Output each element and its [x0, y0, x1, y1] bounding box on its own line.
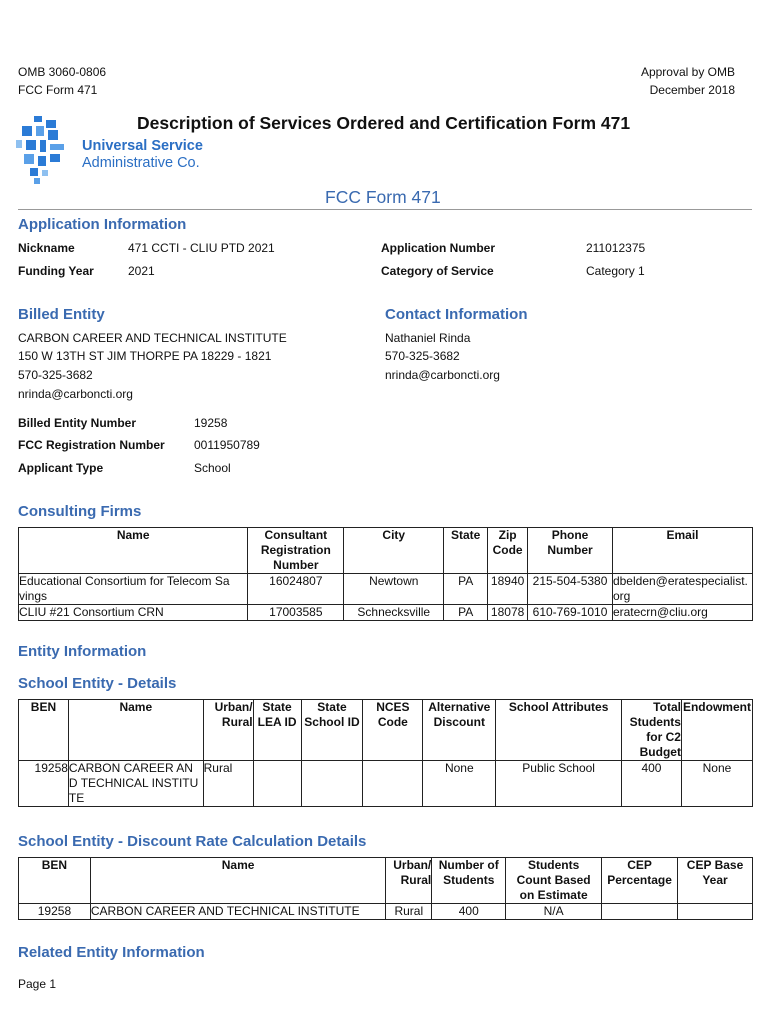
application-heading: Application Information [18, 216, 187, 233]
billed-entity-address: 150 W 13TH ST JIM THORPE PA 18229 - 1821 [18, 349, 272, 363]
applicant-type-value: School [194, 461, 231, 475]
table-header-row [19, 528, 753, 574]
funding-year-label: Funding Year [18, 264, 94, 278]
form-title: FCC Form 471 [325, 187, 441, 207]
logo-line1: Universal Service [82, 138, 203, 154]
applicant-type-label: Applicant Type [18, 461, 104, 475]
col-state: State [444, 528, 488, 574]
frn-label: FCC Registration Number [18, 438, 165, 452]
consulting-heading: Consulting Firms [18, 503, 142, 520]
col-name: Name [19, 528, 248, 574]
table-row: Educational Consortium for Telecom Sa vings 16024807 Newtown PA 18940 215-504-5380 dbelden@eratespecialist. org [19, 574, 753, 605]
col-email: Email [612, 528, 752, 574]
discount-table [18, 857, 753, 920]
ben-label: Billed Entity Number [18, 416, 137, 430]
billed-entity-name: CARBON CAREER AND TECHNICAL INSTITUTE [18, 331, 287, 345]
table-row: 19258 CARBON CAREER AND TECHNICAL INSTITUTE Rural 400 N/A [19, 904, 753, 920]
nickname-value: 471 CCTI - CLIU PTD 2021 [128, 241, 275, 255]
omb-approval: Approval by OMB [640, 65, 735, 79]
related-entity-heading: Related Entity Information [18, 944, 205, 961]
page-number: Page 1 [18, 977, 57, 991]
table-row: CLIU #21 Consortium CRN 17003585 Schnecksville PA 18078 610-769-1010 eratecrn@cliu.org [19, 605, 753, 621]
form-date: December 2018 [649, 83, 735, 97]
frn-value: 0011950789 [194, 438, 260, 452]
logo-line2: Administrative Co. [82, 155, 200, 171]
contact-email: nrinda@carboncti.org [385, 368, 500, 382]
billed-entity-heading: Billed Entity [18, 306, 105, 323]
contact-heading: Contact Information [385, 306, 528, 323]
funding-year-value: 2021 [128, 264, 155, 278]
form-number: FCC Form 471 [18, 83, 98, 97]
category-value: Category 1 [586, 264, 645, 278]
col-zip: Zip Code [488, 528, 528, 574]
consulting-table [18, 527, 753, 621]
col-phone: Phone Number [528, 528, 613, 574]
category-label: Category of Service [381, 264, 494, 278]
billed-entity-email: nrinda@carboncti.org [18, 387, 133, 401]
application-number-label: Application Number [381, 241, 496, 255]
entity-heading: Entity Information [18, 643, 147, 660]
usac-logo-icon [16, 116, 76, 184]
discount-heading: School Entity - Discount Rate Calculation Details [18, 833, 367, 850]
table-header-row: BEN Name Urban/ Rural State LEA ID State School ID NCES Code Alternative Discount School Attributes Total Students for C2 Budget Endowment [19, 700, 753, 761]
ben-value: 19258 [194, 416, 228, 430]
col-crn: Consultant Registration Number [248, 528, 344, 574]
billed-entity-phone: 570-325-3682 [18, 368, 93, 382]
school-details-heading: School Entity - Details [18, 675, 177, 692]
school-details-table [18, 699, 753, 807]
contact-name: Nathaniel Rinda [385, 331, 471, 345]
page-title: Description of Services Ordered and Certification Form 471 [137, 113, 631, 133]
table-row: 19258 CARBON CAREER AN D TECHNICAL INSTITU TE Rural None Public School 400 None [19, 761, 753, 807]
divider [18, 209, 752, 210]
contact-phone: 570-325-3682 [385, 349, 460, 363]
table-header-row: BEN Name Urban/ Rural Number of Students Students Count Based on Estimate CEP Percentage CEP Base Year [19, 858, 753, 904]
col-city: City [344, 528, 444, 574]
nickname-label: Nickname [18, 241, 75, 255]
omb-number: OMB 3060-0806 [18, 65, 107, 79]
application-number-value: 211012375 [586, 241, 646, 255]
